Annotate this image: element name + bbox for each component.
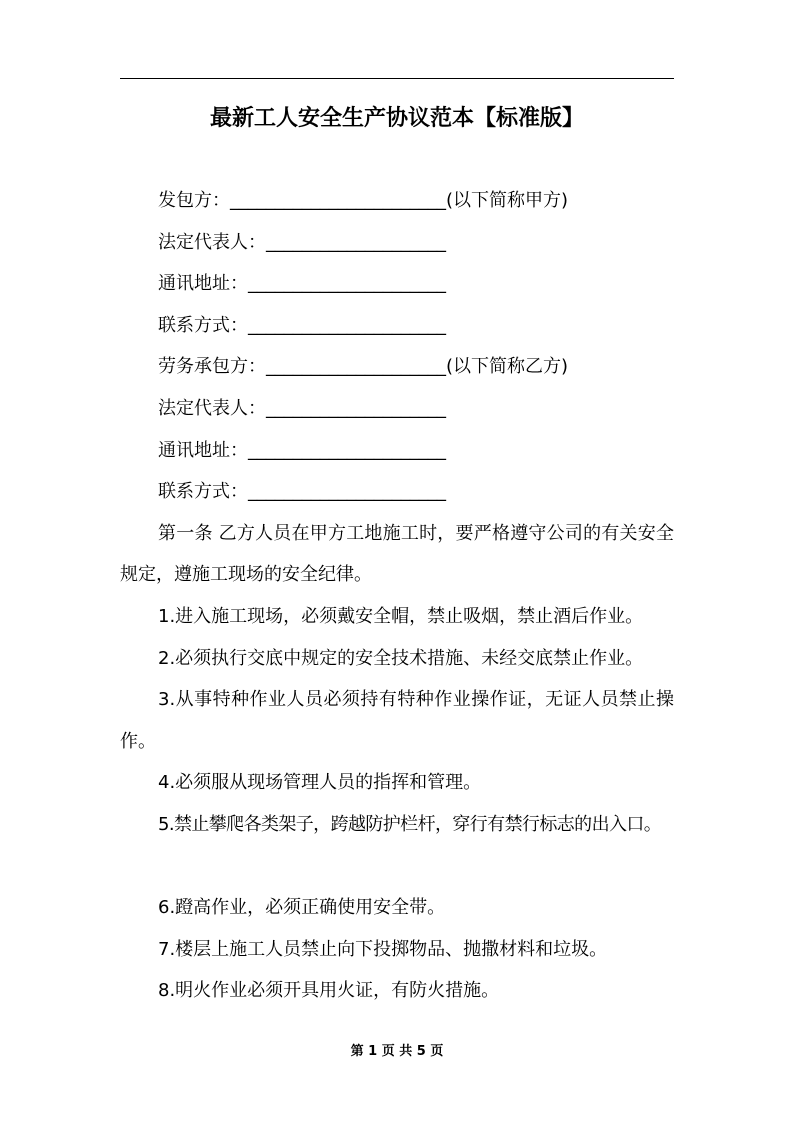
party-b-contact: 联系方式：______________________	[158, 481, 446, 503]
rule-item-8: 8.明火作业必须开具用火证，有防火措施。	[158, 980, 500, 1002]
document-body	[120, 180, 674, 1012]
party-a-legal-rep: 法定代表人：____________________	[158, 231, 446, 253]
article-1-paragraph: 第一条 乙方人员在甲方工地施工时，要严格遵守公司的有关安全规定，遵施工现场的安全纪律。	[120, 522, 674, 586]
rule-item-5: 5.禁止攀爬各类架子，跨越防护栏杆，穿行有禁行标志的出入口。	[158, 813, 662, 835]
rule-item-1: 1.进入施工现场，必须戴安全帽，禁止吸烟，禁止酒后作业。	[158, 605, 644, 627]
party-a-contact: 联系方式：______________________	[158, 314, 446, 336]
rule-item-3: 3.从事特种作业人员必须持有特种作业操作证，无证人员禁止操作。	[120, 689, 674, 752]
party-b-address: 通讯地址：______________________	[158, 439, 446, 461]
blank-line	[120, 846, 674, 888]
rule-item-7: 7.楼层上施工人员禁止向下投掷物品、抛撒材料和垃圾。	[158, 938, 608, 960]
header-rule	[120, 78, 674, 79]
rule-item-2: 2.必须执行交底中规定的安全技术措施、未经交底禁止作业。	[158, 647, 644, 669]
party-a-address: 通讯地址：______________________	[158, 273, 446, 295]
page-number-footer: 第 1 页 共 5 页	[350, 1044, 444, 1059]
rule-item-6: 6.蹬高作业，必须正确使用安全带。	[158, 897, 446, 919]
party-b-contractor: 劳务承包方：____________________(以下简称乙方)	[158, 356, 569, 378]
party-b-legal-rep: 法定代表人：____________________	[158, 397, 446, 419]
document-title: 最新工人安全生产协议范本【标准版】	[209, 106, 584, 131]
party-a-contractor: 发包方：________________________(以下简称甲方)	[158, 190, 569, 211]
rule-item-4: 4.必须服从现场管理人员的指挥和管理。	[158, 772, 482, 794]
